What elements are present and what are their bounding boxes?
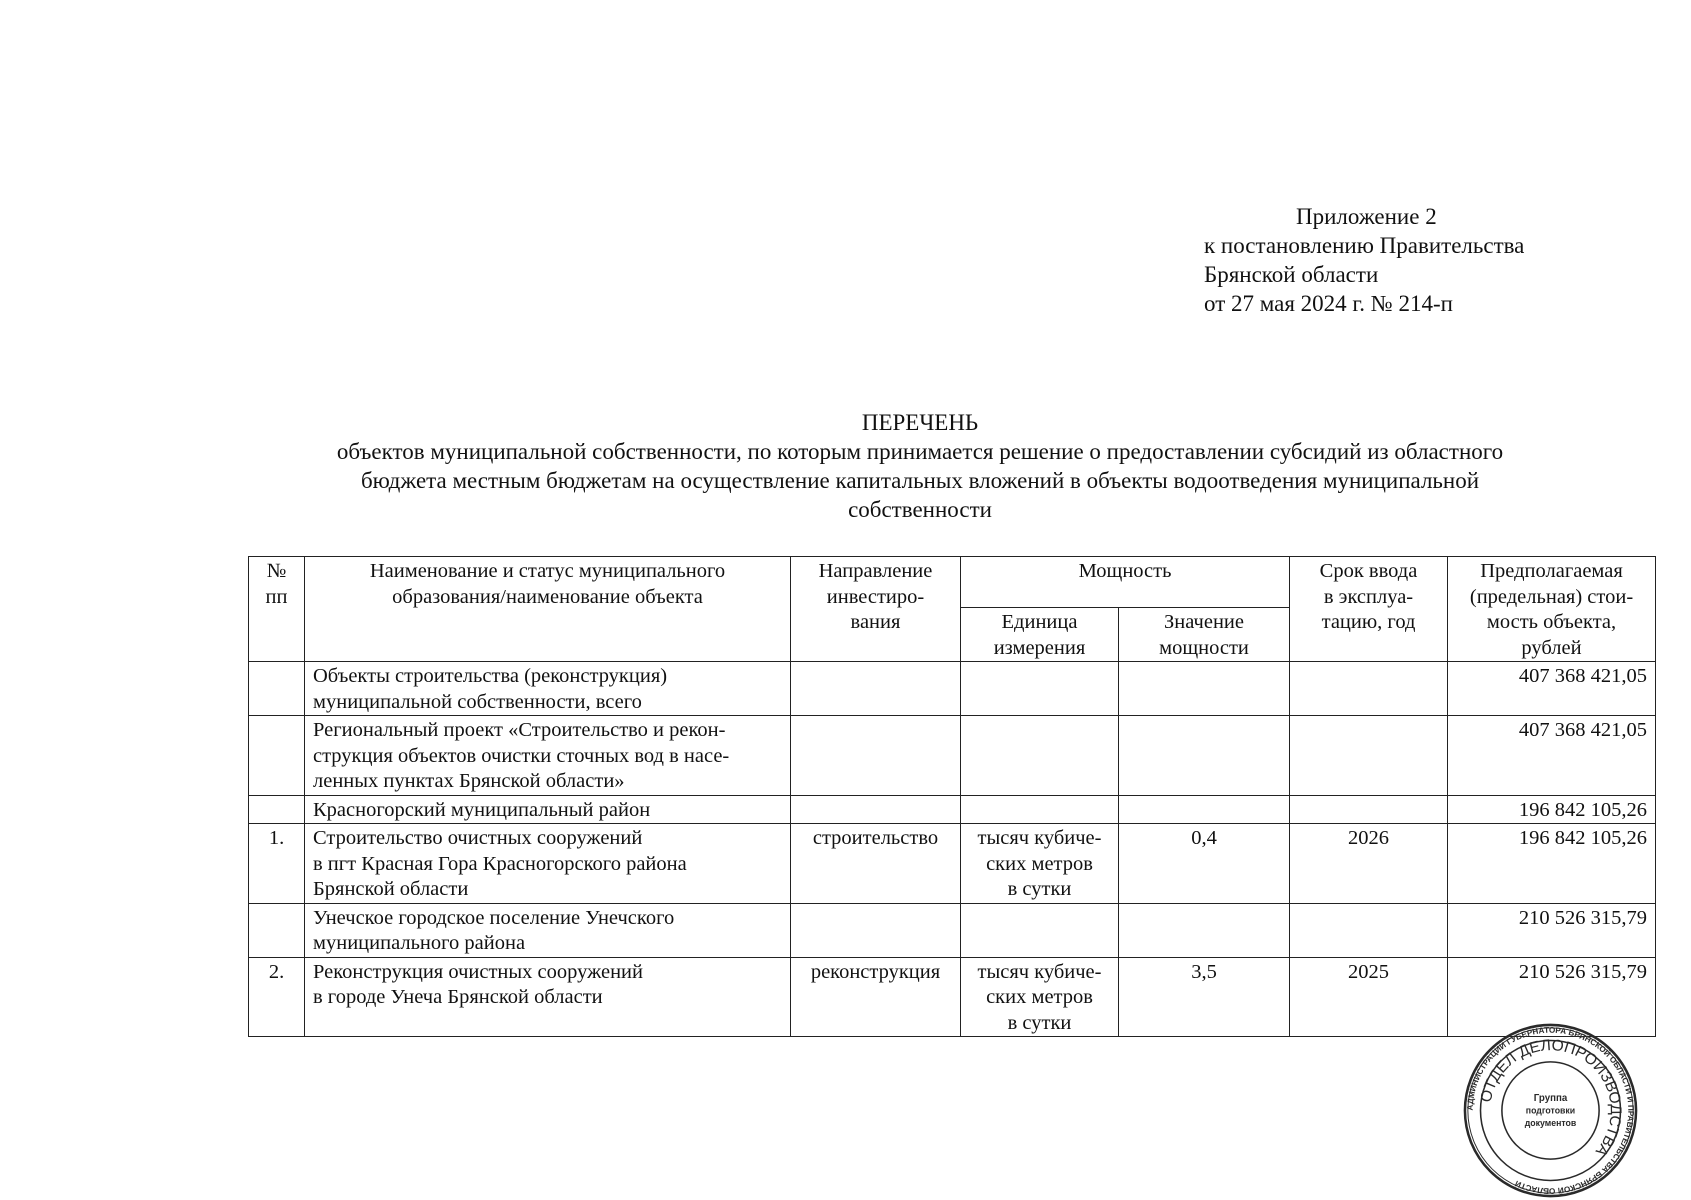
cell-unit: [961, 795, 1119, 824]
cell-name: Красногорский муниципальный район: [305, 795, 791, 824]
cell-term: [1290, 903, 1448, 957]
stamp-outer-ring-path-text: АДМИНИСТРАЦИИ ГУБЕРНАТОРА БРЯНСКОЙ ОБЛАСТИ И ПРАВИТЕЛЬСТВА БРЯНСКОЙ ОБЛАСТИ: [1465, 1025, 1636, 1196]
appendix-line-4: от 27 мая 2024 г. № 214-п: [1204, 291, 1453, 316]
cell-num: [249, 795, 305, 824]
header-term: Срок ввода в эксплуа- тацию, год: [1290, 557, 1448, 662]
header-cost: Предполагаемая (предельная) стои- мость объекта, рублей: [1448, 557, 1656, 662]
table-row: [249, 795, 1656, 824]
cell-term: [1290, 716, 1448, 796]
cell-cost: 196 842 105,26: [1448, 824, 1656, 904]
cell-name: Объекты строительства (реконструкция) муниципальной собственности, всего: [305, 662, 791, 716]
header-direction: Направление инвестиро- вания: [791, 557, 961, 662]
appendix-line-1: Приложение 2: [1296, 204, 1437, 229]
header-num: № пп: [249, 557, 305, 662]
official-stamp: [1453, 1023, 1648, 1198]
cell-direction: [791, 903, 961, 957]
title-heading: ПЕРЕЧЕНЬ: [861, 410, 979, 435]
cell-num: [249, 903, 305, 957]
table-row: [249, 903, 1656, 957]
cell-value: 0,4: [1119, 824, 1290, 904]
cell-cost: 196 842 105,26: [1448, 795, 1656, 824]
cell-term: [1290, 662, 1448, 716]
appendix-line-3: Брянской области: [1204, 262, 1379, 287]
cell-name: Региональный проект «Строительство и рекон- струкция объектов очистки сточных вод в насе- ленных пунктах Брянской области»: [305, 716, 791, 796]
stamp-center-line-3: документов: [1524, 1118, 1577, 1129]
cell-num: 2.: [249, 957, 305, 1037]
cell-direction: строительство: [791, 824, 961, 904]
cell-unit: [961, 903, 1119, 957]
cell-unit: тысяч кубиче- ских метров в сутки: [961, 824, 1119, 904]
title-line-3: собственности: [848, 497, 992, 522]
cell-cost: 407 368 421,05: [1448, 716, 1656, 796]
cell-cost: 210 526 315,79: [1448, 903, 1656, 957]
cell-term: 2025: [1290, 957, 1448, 1037]
cell-unit: [961, 662, 1119, 716]
header-capacity: Мощность: [961, 557, 1290, 608]
stamp-center-line-2: подготовки: [1525, 1105, 1576, 1116]
cell-direction: [791, 716, 961, 796]
cell-num: [249, 716, 305, 796]
cell-unit: [961, 716, 1119, 796]
appendix-block: [1204, 202, 1524, 318]
cell-cost: 210 526 315,79: [1448, 957, 1656, 1037]
cell-name: Реконструкция очистных сооружений в городе Унеча Брянской области: [305, 957, 791, 1037]
table-row: [249, 716, 1656, 796]
stamp-inner-ring-path-text: ОТДЕЛ ДЕЛОПРОИЗВОДСТВА: [1477, 1036, 1624, 1160]
table-row: [249, 662, 1656, 716]
cell-direction: [791, 795, 961, 824]
cell-direction: реконструкция: [791, 957, 961, 1037]
stamp-center-line-1: Группа: [1533, 1092, 1568, 1104]
title-line-2: бюджета местным бюджетам на осуществление капитальных вложений в объекты водоотведения муниципальной: [360, 468, 1480, 493]
cell-name: Унечское городское поселение Унечского муниципального района: [305, 903, 791, 957]
cell-term: 2026: [1290, 824, 1448, 904]
table-row: [249, 957, 1656, 1037]
cell-cost: 407 368 421,05: [1448, 662, 1656, 716]
cell-direction: [791, 662, 961, 716]
cell-name: Строительство очистных сооружений в пгт Красная Гора Красногорского района Брянской области: [305, 824, 791, 904]
table-header-row-1: [249, 557, 1656, 608]
header-value: Значение мощности: [1119, 608, 1290, 662]
cell-num: 1.: [249, 824, 305, 904]
cell-value: [1119, 903, 1290, 957]
cell-value: [1119, 795, 1290, 824]
cell-value: [1119, 716, 1290, 796]
cell-unit: тысяч кубиче- ских метров в сутки: [961, 957, 1119, 1037]
cell-num: [249, 662, 305, 716]
title-line-1: объектов муниципальной собственности, по которым принимается решение о предоставлении субсидий из областного: [336, 439, 1504, 464]
appendix-line-2: к постановлению Правительства: [1204, 233, 1525, 258]
table-row: [249, 824, 1656, 904]
cell-term: [1290, 795, 1448, 824]
header-unit: Единица измерения: [961, 608, 1119, 662]
objects-table: [248, 556, 1656, 1037]
cell-value: 3,5: [1119, 957, 1290, 1037]
document-title: [230, 408, 1610, 524]
cell-value: [1119, 662, 1290, 716]
header-name: Наименование и статус муниципального образования/наименование объекта: [305, 557, 791, 662]
